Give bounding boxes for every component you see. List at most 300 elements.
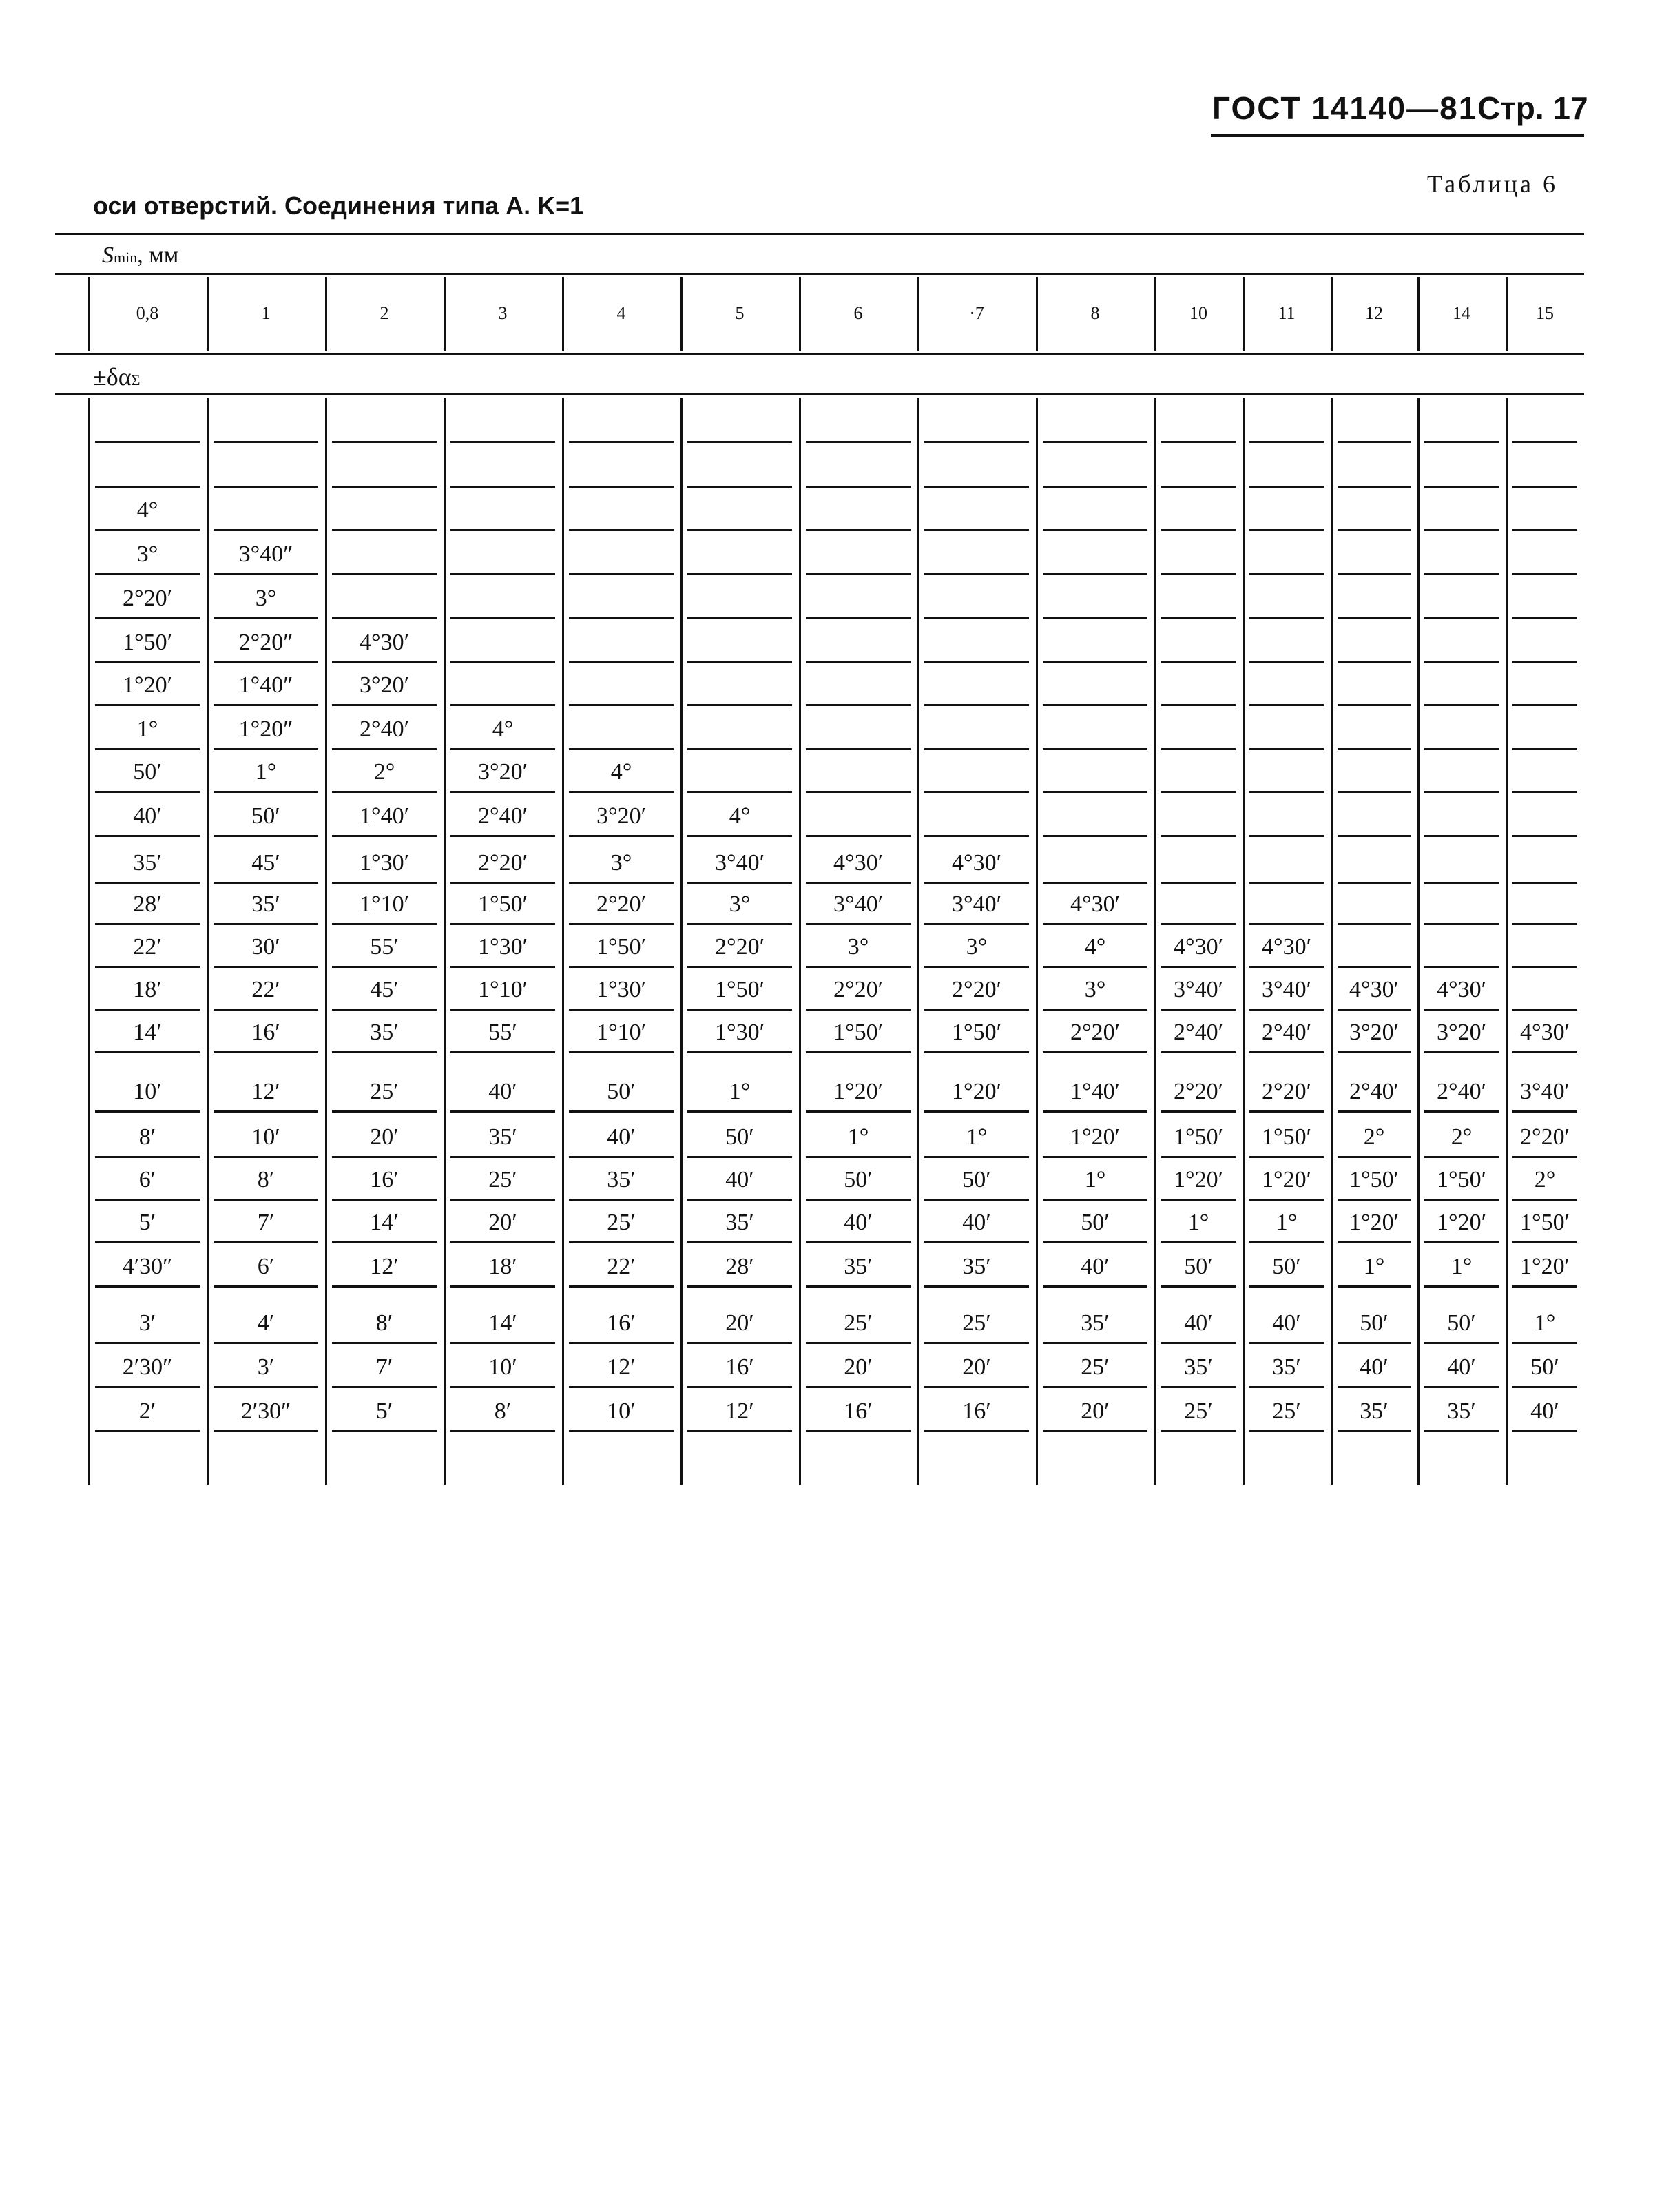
cell-underline (214, 923, 318, 925)
cell-underline (1338, 1110, 1411, 1113)
table-cell: 1°30′ (477, 934, 528, 960)
column-header: 11 (1278, 303, 1296, 323)
cell-underline (1161, 1342, 1236, 1344)
cell-underline (1512, 1430, 1577, 1432)
cell-underline (450, 1199, 555, 1201)
table-cell: 35′ (607, 1167, 636, 1192)
cell-underline (1424, 791, 1499, 793)
header-column-divider (562, 277, 564, 351)
cell-underline (687, 1342, 792, 1344)
column-divider (325, 398, 327, 1485)
table-cell: 1°50′ (833, 1020, 884, 1045)
table-cell: 4°30′ (1349, 977, 1400, 1002)
cell-underline (1043, 573, 1147, 575)
table-cell: 4° (729, 803, 751, 829)
cell-underline (1249, 1342, 1324, 1344)
column-divider (799, 398, 801, 1485)
cell-underline (569, 1430, 674, 1432)
cell-underline (687, 1386, 792, 1388)
page-number: Стр. 17 (1477, 90, 1588, 126)
column-header: 5 (735, 303, 745, 323)
cell-underline (1043, 835, 1147, 837)
cell-underline (1424, 1110, 1499, 1113)
table-cell: 22′ (133, 934, 162, 960)
cell-underline (450, 1342, 555, 1344)
cell-underline (214, 573, 318, 575)
table-cell: 50′ (1530, 1354, 1559, 1380)
cell-underline (806, 923, 911, 925)
cell-underline (1043, 1285, 1147, 1288)
table-cell: 1°10′ (477, 977, 528, 1002)
cell-underline (1512, 835, 1577, 837)
cell-underline (569, 704, 674, 706)
cell-underline (1043, 1009, 1147, 1011)
cell-underline (332, 486, 437, 488)
table-cell: 3° (255, 586, 277, 611)
table-cell: 45′ (251, 850, 280, 876)
table-cell: 20′ (962, 1354, 991, 1380)
cell-underline (1424, 529, 1499, 531)
cell-underline (924, 1051, 1029, 1053)
table-cell: 50′ (1272, 1254, 1301, 1279)
cell-underline (924, 441, 1029, 443)
table-cell: 25′ (488, 1167, 517, 1192)
table-cell: 40′ (1360, 1354, 1389, 1380)
table-cell: 1° (1451, 1254, 1473, 1279)
table-cell: 4° (1084, 934, 1106, 960)
table-cell: 2°20′ (1070, 1020, 1121, 1045)
table-cell: 1°30′ (359, 850, 410, 876)
cell-underline (1043, 966, 1147, 968)
cell-underline (924, 573, 1029, 575)
cell-underline (332, 661, 437, 663)
table-cell: 1° (966, 1124, 988, 1150)
table-cell: 4′30″ (122, 1254, 173, 1279)
column-divider (444, 398, 446, 1485)
cell-underline (214, 882, 318, 884)
table-cell: 50′ (1447, 1310, 1476, 1336)
cell-underline (1424, 1430, 1499, 1432)
table-cell: 2′30″ (240, 1398, 291, 1424)
cell-underline (1249, 835, 1324, 837)
table-cell: 3° (136, 541, 158, 567)
cell-underline (1161, 835, 1236, 837)
cell-underline (1512, 1199, 1577, 1201)
cell-underline (1043, 791, 1147, 793)
cell-underline (1161, 661, 1236, 663)
table-cell: 1°40″ (238, 672, 293, 698)
table-cell: 22′ (251, 977, 280, 1002)
cell-underline (806, 882, 911, 884)
table-cell: 4′ (257, 1310, 275, 1336)
column-divider (88, 398, 90, 1485)
cell-underline (569, 882, 674, 884)
table-cell: 3°40′ (951, 891, 1002, 917)
table-cell: 8′ (375, 1310, 393, 1336)
cell-underline (924, 748, 1029, 750)
cell-underline (569, 573, 674, 575)
cell-underline (1338, 791, 1411, 793)
cell-underline (1424, 1156, 1499, 1158)
table-cell: 40′ (962, 1210, 991, 1235)
cell-underline (1249, 1051, 1324, 1053)
table-cell: 50′ (962, 1167, 991, 1192)
cell-underline (569, 1110, 674, 1113)
table-cell: 1°20′ (1173, 1167, 1224, 1192)
table-cell: 2°40′ (359, 716, 410, 742)
cell-underline (1512, 966, 1577, 968)
table-cell: 40′ (844, 1210, 873, 1235)
table-cell: 1° (1276, 1210, 1298, 1235)
header-column-divider (88, 277, 90, 351)
table-cell: 4° (136, 497, 158, 523)
cell-underline (1424, 835, 1499, 837)
cell-underline (332, 704, 437, 706)
cell-underline (806, 1285, 911, 1288)
cell-underline (806, 1199, 911, 1201)
table-cell: 4°30′ (359, 630, 410, 655)
cell-underline (95, 1241, 200, 1243)
cell-underline (332, 441, 437, 443)
column-header: 8 (1090, 303, 1100, 323)
table-cell: 1°20′ (1519, 1254, 1570, 1279)
cell-underline (1249, 704, 1324, 706)
header-column-divider (1243, 277, 1245, 351)
cell-underline (687, 1430, 792, 1432)
table-cell: 4°30′ (951, 850, 1002, 876)
cell-underline (687, 882, 792, 884)
cell-underline (924, 1241, 1029, 1243)
cell-underline (1424, 441, 1499, 443)
table-cell: 45′ (370, 977, 399, 1002)
table-cell: 14′ (133, 1020, 162, 1045)
cell-underline (332, 835, 437, 837)
cell-underline (924, 1285, 1029, 1288)
table-cell: 4°30′ (1261, 934, 1312, 960)
cell-underline (1512, 1051, 1577, 1053)
table-cell: 1°50′ (951, 1020, 1002, 1045)
cell-underline (214, 1051, 318, 1053)
cell-underline (332, 1199, 437, 1201)
cell-underline (450, 882, 555, 884)
cell-underline (569, 966, 674, 968)
table-cell: 1° (1084, 1167, 1106, 1192)
table-cell: 35′ (370, 1020, 399, 1045)
table-cell: 28′ (725, 1254, 754, 1279)
cell-underline (1043, 529, 1147, 531)
cell-underline (1043, 748, 1147, 750)
cell-underline (214, 1430, 318, 1432)
cell-underline (332, 1285, 437, 1288)
cell-underline (1512, 882, 1577, 884)
table-cell: 1°30′ (596, 977, 647, 1002)
cell-underline (1424, 486, 1499, 488)
table-cell: 2°40′ (1349, 1079, 1400, 1104)
table-cell: 6′ (138, 1167, 156, 1192)
table-cell: 1° (729, 1079, 751, 1104)
table-cell: 40′ (1272, 1310, 1301, 1336)
table-cell: 2°20′ (596, 891, 647, 917)
table-cell: 1°20′ (1261, 1167, 1312, 1192)
cell-underline (806, 1430, 911, 1432)
header-column-divider (325, 277, 327, 351)
cell-underline (1043, 1386, 1147, 1388)
cell-underline (332, 1110, 437, 1113)
cell-underline (1161, 1241, 1236, 1243)
table-cell: 1°50′ (1436, 1167, 1487, 1192)
table-top-rule (55, 233, 1584, 235)
cell-underline (1512, 1285, 1577, 1288)
cell-underline (806, 966, 911, 968)
header-top-rule (55, 273, 1584, 275)
table-cell: 10′ (607, 1398, 636, 1424)
cell-underline (924, 1430, 1029, 1432)
table-cell: 2°20′ (1519, 1124, 1570, 1150)
smin-unit: , мм (137, 242, 179, 268)
cell-underline (450, 1110, 555, 1113)
cell-underline (1043, 1156, 1147, 1158)
cell-underline (214, 1110, 318, 1113)
cell-underline (1512, 1156, 1577, 1158)
cell-underline (924, 791, 1029, 793)
cell-underline (332, 529, 437, 531)
cell-underline (332, 617, 437, 619)
cell-underline (1249, 661, 1324, 663)
cell-underline (806, 704, 911, 706)
cell-underline (1161, 791, 1236, 793)
cell-underline (806, 1342, 911, 1344)
cell-underline (1161, 704, 1236, 706)
column-header: 3 (498, 303, 508, 323)
cell-underline (95, 1199, 200, 1201)
column-divider (207, 398, 209, 1485)
column-divider (680, 398, 683, 1485)
cell-underline (95, 882, 200, 884)
table-cell: 20′ (844, 1354, 873, 1380)
cell-underline (1512, 923, 1577, 925)
column-header: 15 (1536, 303, 1554, 323)
table-cell: 1°40′ (359, 803, 410, 829)
column-divider (562, 398, 564, 1485)
cell-underline (1338, 1241, 1411, 1243)
table-cell: 16′ (844, 1398, 873, 1424)
table-cell: 35′ (844, 1254, 873, 1279)
cell-underline (569, 1009, 674, 1011)
cell-underline (95, 441, 200, 443)
cell-underline (1161, 1051, 1236, 1053)
cell-underline (1249, 441, 1324, 443)
cell-underline (924, 704, 1029, 706)
standard-code: ГОСТ 14140—81 (1212, 90, 1478, 126)
cell-underline (569, 1386, 674, 1388)
table-cell: 3°20′ (477, 759, 528, 785)
cell-underline (1161, 1156, 1236, 1158)
table-cell: 3°20′ (1436, 1020, 1487, 1045)
cell-underline (1338, 923, 1411, 925)
cell-underline (332, 923, 437, 925)
smin-label (102, 242, 178, 269)
cell-underline (1249, 882, 1324, 884)
cell-underline (687, 1285, 792, 1288)
table-cell: 40′ (133, 803, 162, 829)
cell-underline (687, 748, 792, 750)
cell-underline (569, 1241, 674, 1243)
header-rule (1211, 134, 1584, 137)
cell-underline (1512, 748, 1577, 750)
cell-underline (1424, 704, 1499, 706)
cell-underline (95, 1342, 200, 1344)
table-cell: 2′30″ (122, 1354, 173, 1380)
cell-underline (1424, 966, 1499, 968)
cell-underline (687, 441, 792, 443)
table-cell: 2° (373, 759, 395, 785)
table-cell: 2°20′ (477, 850, 528, 876)
table-cell: 10′ (488, 1354, 517, 1380)
cell-underline (450, 1386, 555, 1388)
table-cell: 1°10′ (359, 891, 410, 917)
cell-underline (1338, 1285, 1411, 1288)
cell-underline (1512, 661, 1577, 663)
cell-underline (1043, 882, 1147, 884)
cell-underline (687, 923, 792, 925)
column-header: 4 (616, 303, 626, 323)
cell-underline (806, 748, 911, 750)
table-cell: 8′ (138, 1124, 156, 1150)
cell-underline (1249, 486, 1324, 488)
table-cell: 7′ (257, 1210, 275, 1235)
table-cell: 20′ (488, 1210, 517, 1235)
cell-underline (1424, 1051, 1499, 1053)
cell-underline (924, 882, 1029, 884)
cell-underline (95, 1386, 200, 1388)
table-cell: 2° (1534, 1167, 1556, 1192)
cell-underline (450, 966, 555, 968)
cell-underline (1249, 529, 1324, 531)
cell-underline (806, 617, 911, 619)
cell-underline (450, 923, 555, 925)
table-cell: 18′ (488, 1254, 517, 1279)
cell-underline (1161, 441, 1236, 443)
cell-underline (1249, 1386, 1324, 1388)
table-cell: 1°50′ (1173, 1124, 1224, 1150)
table-cell: 28′ (133, 891, 162, 917)
table-cell: 40′ (1447, 1354, 1476, 1380)
cell-underline (95, 1009, 200, 1011)
table-cell: 2°20′ (951, 977, 1002, 1002)
cell-underline (1161, 617, 1236, 619)
table-caption: оси отверстий. Соединения типа А. K=1 (93, 192, 584, 220)
cell-underline (1043, 1051, 1147, 1053)
cell-underline (332, 1051, 437, 1053)
cell-underline (1161, 1386, 1236, 1388)
table-cell: 1°40′ (1070, 1079, 1121, 1104)
table-cell: 16′ (370, 1167, 399, 1192)
table-cell: 1°30′ (714, 1020, 765, 1045)
cell-underline (1161, 966, 1236, 968)
cell-underline (332, 882, 437, 884)
column-header: 2 (380, 303, 389, 323)
cell-underline (95, 704, 200, 706)
table-cell: 4° (610, 759, 632, 785)
delta-symbol: ±δα (93, 363, 132, 391)
cell-underline (1338, 835, 1411, 837)
cell-underline (1161, 1110, 1236, 1113)
cell-underline (1161, 882, 1236, 884)
table-cell: 3°20′ (359, 672, 410, 698)
cell-underline (687, 1156, 792, 1158)
table-cell: 4°30′ (1436, 977, 1487, 1002)
cell-underline (1424, 617, 1499, 619)
table-cell: 40′ (1530, 1398, 1559, 1424)
column-divider (1506, 398, 1508, 1485)
table-cell: 2°20′ (122, 586, 173, 611)
cell-underline (1161, 1285, 1236, 1288)
cell-underline (450, 835, 555, 837)
cell-underline (569, 923, 674, 925)
cell-underline (450, 661, 555, 663)
cell-underline (569, 617, 674, 619)
table-cell: 16′ (725, 1354, 754, 1380)
table-cell: 55′ (488, 1020, 517, 1045)
cell-underline (1512, 1110, 1577, 1113)
table-cell: 2′ (138, 1398, 156, 1424)
cell-underline (806, 791, 911, 793)
cell-underline (1161, 529, 1236, 531)
cell-underline (214, 966, 318, 968)
table-cell: 25′ (1272, 1398, 1301, 1424)
header-column-divider (444, 277, 446, 351)
cell-underline (1338, 1430, 1411, 1432)
cell-underline (569, 1051, 674, 1053)
table-cell: 3′ (257, 1354, 275, 1380)
cell-underline (1043, 1430, 1147, 1432)
cell-underline (569, 1342, 674, 1344)
delta-label (93, 362, 140, 391)
cell-underline (924, 486, 1029, 488)
table-cell: 35′ (1081, 1310, 1110, 1336)
cell-underline (214, 1199, 318, 1201)
cell-underline (332, 1241, 437, 1243)
cell-underline (569, 1199, 674, 1201)
cell-underline (1338, 617, 1411, 619)
table-cell: 3°40′ (1173, 977, 1224, 1002)
table-cell: 1° (136, 716, 158, 742)
table-cell: 2°40′ (1173, 1020, 1224, 1045)
cell-underline (1161, 573, 1236, 575)
cell-underline (924, 835, 1029, 837)
cell-underline (1424, 573, 1499, 575)
cell-underline (214, 704, 318, 706)
cell-underline (1043, 704, 1147, 706)
table-cell: 12′ (370, 1254, 399, 1279)
cell-underline (1043, 1110, 1147, 1113)
table-cell: 40′ (488, 1079, 517, 1104)
cell-underline (450, 748, 555, 750)
cell-underline (332, 1430, 437, 1432)
table-cell: 3°40′ (1519, 1079, 1570, 1104)
table-cell: 6′ (257, 1254, 275, 1279)
cell-underline (569, 835, 674, 837)
cell-underline (214, 1009, 318, 1011)
smin-symbol: S (102, 242, 114, 268)
table-cell: 25′ (370, 1079, 399, 1104)
header-column-divider (1036, 277, 1038, 351)
table-cell: 22′ (607, 1254, 636, 1279)
table-cell: 1°20′ (1349, 1210, 1400, 1235)
cell-underline (1338, 704, 1411, 706)
cell-underline (214, 617, 318, 619)
table-cell: 12′ (251, 1079, 280, 1104)
